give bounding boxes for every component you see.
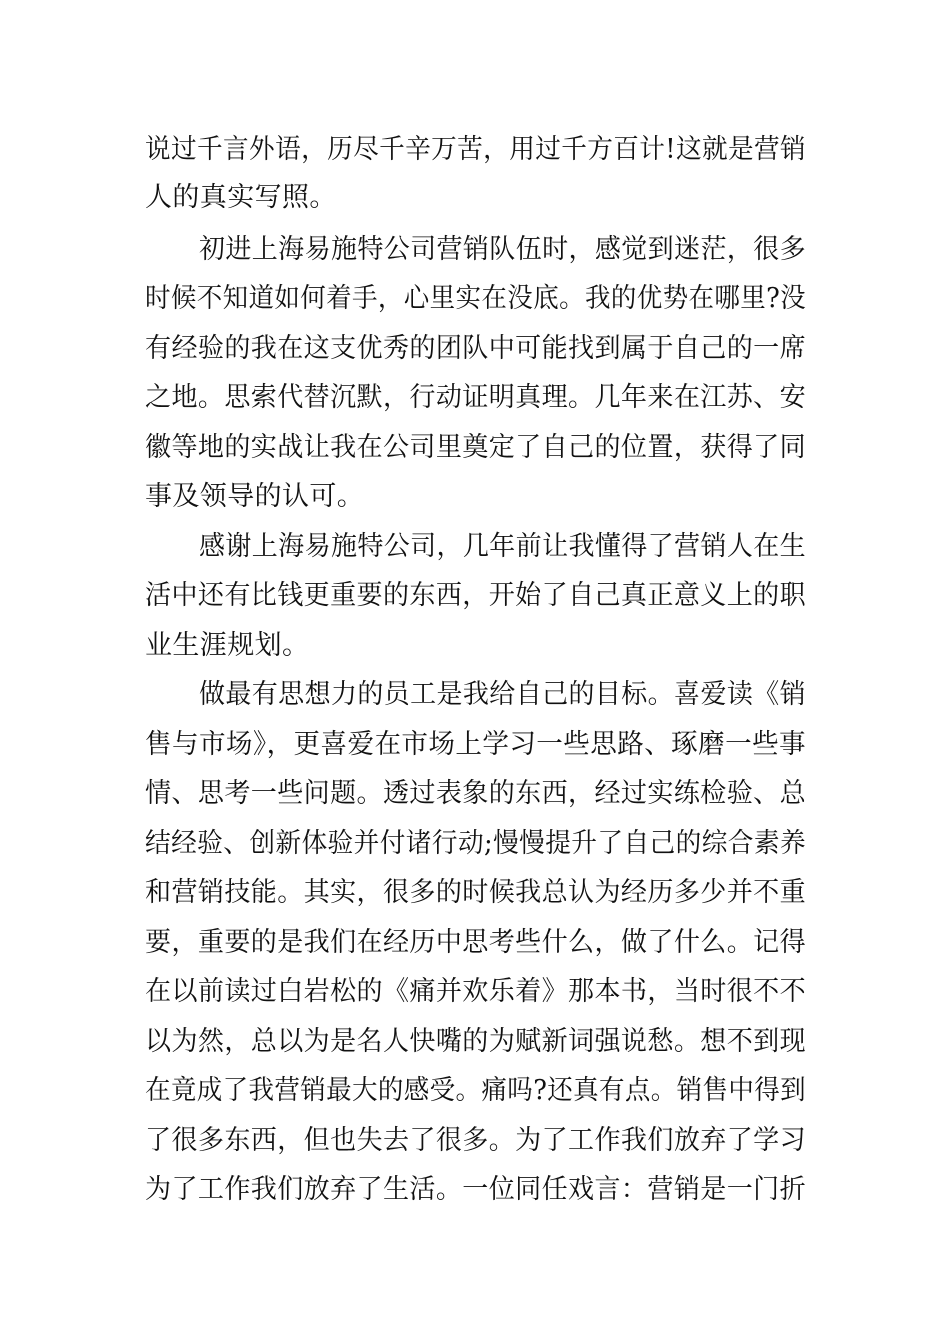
text-line — [0, 821, 950, 867]
text-line — [0, 623, 950, 669]
text-line — [0, 1019, 950, 1065]
text-line — [0, 524, 950, 570]
text-line — [0, 771, 950, 817]
line-text: 做最有思想力的员工是我给自己的目标。喜爱读《销 — [199, 679, 807, 710]
text-line — [0, 1118, 950, 1164]
text-line — [0, 276, 950, 322]
text-line — [0, 1068, 950, 1114]
line-text: 在以前读过白岩松的《痛并欢乐着》那本书，当时很不不 — [145, 976, 807, 1007]
line-text: 事及领导的认可。 — [145, 481, 365, 512]
line-text: 结经验、创新体验并付诸行动;慢慢提升了自己的综合素养 — [145, 828, 807, 859]
text-line — [0, 375, 950, 421]
line-text: 说过千言外语，历尽千辛万苦，用过千方百计!这就是营销 — [145, 134, 807, 165]
line-text: 活中还有比钱更重要的东西，开始了自己真正意义上的职 — [145, 580, 807, 611]
line-text: 要，重要的是我们在经历中思考些什么，做了什么。记得 — [145, 927, 807, 958]
line-text: 在竟成了我营销最大的感受。痛吗?还真有点。销售中得到 — [145, 1075, 807, 1106]
line-text: 人的真实写照。 — [145, 182, 337, 213]
line-text: 和营销技能。其实，很多的时候我总认为经历多少并不重 — [145, 877, 807, 908]
line-text: 了很多东西，但也失去了很多。为了工作我们放弃了学习 — [145, 1125, 807, 1156]
line-text: 业生涯规划。 — [145, 630, 310, 661]
text-line — [0, 969, 950, 1015]
text-line — [0, 920, 950, 966]
line-text: 徽等地的实战让我在公司里奠定了自己的位置，获得了同 — [145, 432, 807, 463]
line-text: 之地。思索代替沉默，行动证明真理。几年来在江苏、安 — [145, 382, 807, 413]
text-line — [0, 425, 950, 471]
text-line — [0, 1167, 950, 1213]
text-line — [0, 127, 950, 173]
text-line — [0, 722, 950, 768]
line-text: 以为然，总以为是名人快嘴的为赋新词强说愁。想不到现 — [145, 1026, 807, 1057]
text-line — [0, 474, 950, 520]
line-text: 有经验的我在这支优秀的团队中可能找到属于自己的一席 — [145, 333, 807, 364]
text-line — [0, 573, 950, 619]
text-line — [0, 326, 950, 372]
line-text: 售与市场》，更喜爱在市场上学习一些思路、琢磨一些事 — [145, 729, 807, 760]
line-text: 情、思考一些问题。透过表象的东西，经过实练检验、总 — [145, 778, 807, 809]
text-line — [0, 175, 950, 221]
line-text: 感谢上海易施特公司，几年前让我懂得了营销人在生 — [199, 531, 807, 562]
text-line — [0, 227, 950, 273]
line-text: 为了工作我们放弃了生活。一位同任戏言：营销是一门折 — [145, 1174, 807, 1205]
text-line — [0, 672, 950, 718]
line-text: 初进上海易施特公司营销队伍时，感觉到迷茫，很多 — [199, 234, 807, 265]
line-text: 时候不知道如何着手，心里实在没底。我的优势在哪里?没 — [145, 283, 807, 314]
text-line — [0, 870, 950, 916]
